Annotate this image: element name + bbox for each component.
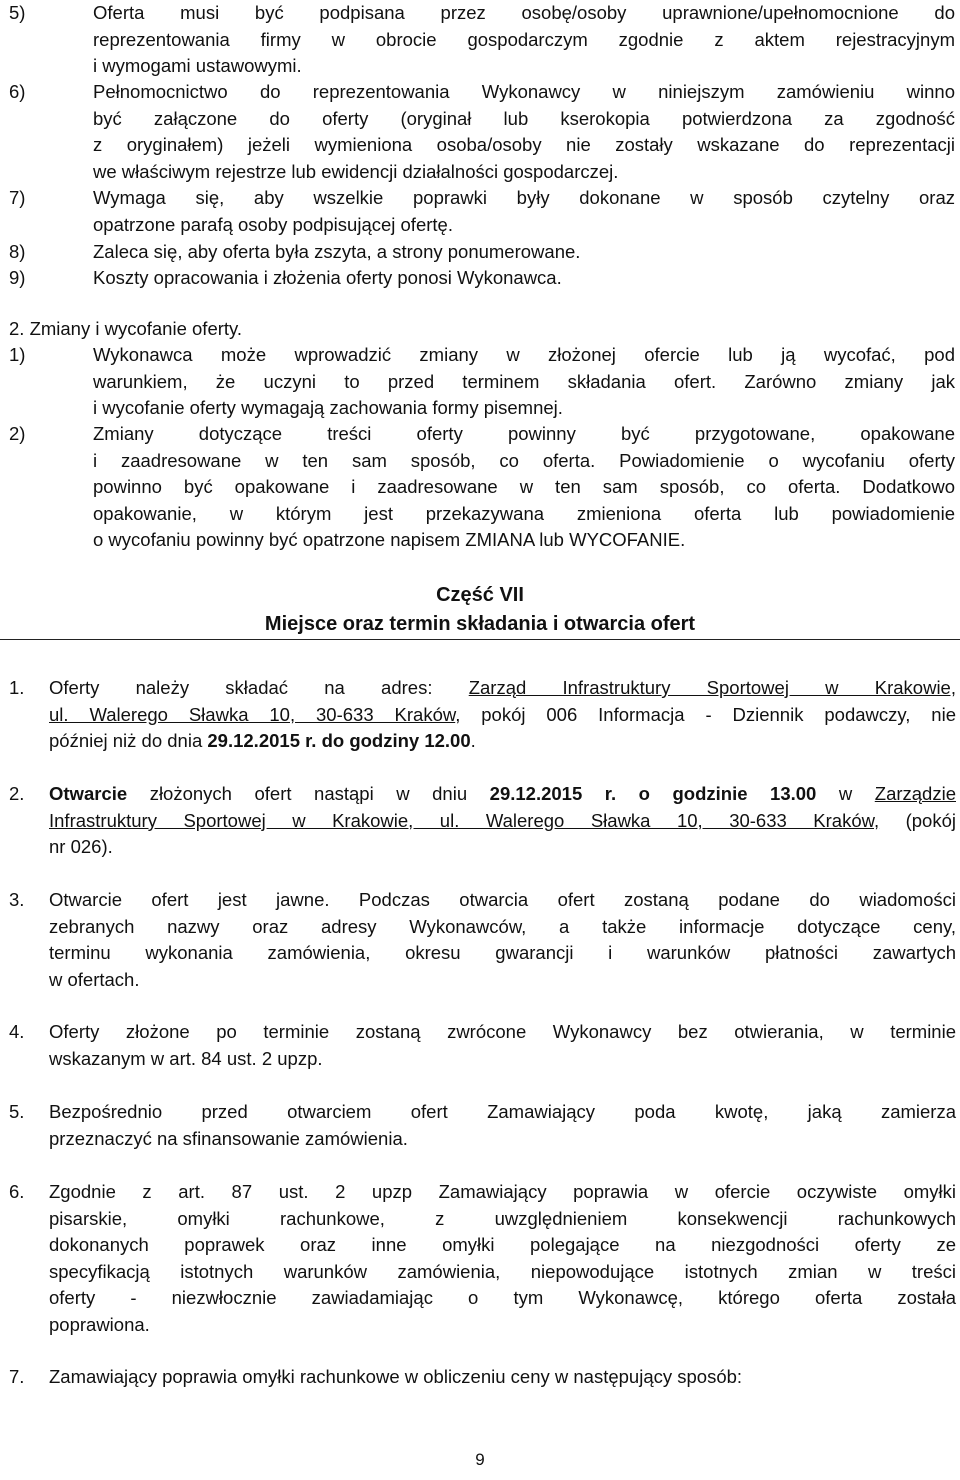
text-line: poprawiona. [49, 1313, 150, 1335]
heading-rule [0, 639, 960, 640]
text-line: opakowanie, w którym jest przekazywana zmieniona oferta lub powiadomienie [93, 502, 955, 524]
item-1-number: 1. [9, 677, 25, 698]
list-item-number: 9) [9, 267, 26, 288]
text-line: i wycofanie oferty wymagają zachowania formy pisemnej. [93, 397, 563, 418]
opening-address: Infrastruktury Sportowej w Krakowie, ul. Walerego Sławka 10, 30-633 Kraków, [49, 809, 880, 831]
text-line: Zmiany dotyczące treści oferty powinny być przygotowane, opakowane [93, 423, 955, 444]
section-2-title: 2. Zmiany i wycofanie oferty. [9, 318, 243, 339]
text-line: Oferty złożone po terminie zostaną zwrócone Wykonawcy bez otwierania, w terminie [49, 1021, 956, 1042]
address-link: Zarząd Infrastruktury Sportowej w Krakowie, [468, 677, 956, 698]
text-line: dokonanych poprawek oraz inne omyłki polegające na niezgodności oferty ze [49, 1234, 956, 1255]
item-2-text: Otwarcie złożonych ofert nastąpi w dniu 29.12.2015 r. o godzinie 13.00 w Zarządzie Infrastruktury Sportowej w Krakowie, ul. Walerego Sławka 10, 30-633 Kraków, (pokój nr 026). [49, 783, 956, 857]
list-item-text [93, 239, 955, 266]
text-line: i wymogami ustawowymi. [93, 55, 302, 76]
street-address: ul. Walerego Sławka 10, 30-633 Kraków [49, 703, 456, 725]
text-line: Zamawiający poprawia omyłki rachunkowe w obliczeniu ceny w następujący sposób: [49, 1366, 743, 1387]
text-line: Zaleca się, aby oferta była zszyta, a strony ponumerowane. [93, 241, 581, 262]
list-item-number: 4. [9, 1021, 25, 1042]
text-line: Pełnomocnictwo do reprezentowania Wykonawcy w niniejszym zamówieniu winno [93, 81, 955, 102]
text-line: Wykonawca może wprowadzić zmiany w złożonej ofercie lub ją wycofać, pod [93, 344, 955, 365]
list-item-number: 1) [9, 344, 26, 365]
text-line: Koszty opracowania i złożenia oferty ponosi Wykonawca. [93, 267, 562, 288]
text-line: terminu wykonania zamówienia, okresu gwarancji i warunków płatności zawartych [49, 942, 956, 963]
text-line: wskazanym w art. 84 ust. 2 upzp. [49, 1047, 323, 1069]
list-item-text [93, 79, 955, 185]
list-item-number: 8) [9, 241, 26, 262]
list-item-text [49, 887, 956, 993]
text-line: reprezentowania firmy w obrocie gospodarczym zgodnie z aktem rejestracyjnym [93, 28, 955, 50]
list-item-text [49, 1019, 956, 1072]
text-line: powinno być opakowane i zaadresowane w ten sam sposób, co oferta. Dodatkowo [93, 476, 955, 497]
text-line: z oryginałem) jeżeli wymieniona osoba/osoby nie zostały wskazane do reprezentacji [93, 134, 955, 155]
text-line: Bezpośrednio przed otwarciem ofert Zamawiający poda kwotę, jaką zamierza [49, 1101, 956, 1122]
list-item-number: 5. [9, 1101, 25, 1122]
text-line: przeznaczyć na sfinansowanie zamówienia. [49, 1127, 408, 1149]
list-item-number: 7. [9, 1366, 25, 1387]
text-line: oferty - niezwłocznie zawiadamiając o tym Wykonawcę, którego oferta została [49, 1287, 956, 1308]
list-item-number: 3. [9, 889, 25, 910]
text-line: i zaadresowane w ten sam sposób, co oferta. Powiadomienie o wycofaniu oferty [93, 449, 955, 471]
text-line: opatrzone parafą osoby podpisującej ofertę. [93, 213, 453, 235]
list-item-text [93, 265, 955, 292]
list-item-text [49, 1099, 956, 1152]
part-subtitle: Miejsce oraz termin składania i otwarcia ofert [264, 613, 696, 635]
text-line: Wymaga się, aby wszelkie poprawki były dokonane w sposób czytelny oraz [93, 187, 955, 208]
text-line: pisarskie, omyłki rachunkowe, z uwzględnieniem konsekwencji rachunkowych [49, 1207, 956, 1229]
text-line: specyfikacją istotnych warunków zamówienia, niepowodujące istotnych zmian w treści [49, 1260, 956, 1282]
text-line: Otwarcie ofert jest jawne. Podczas otwarcia ofert zostaną podane do wiadomości [49, 889, 956, 910]
item-2-number: 2. [9, 783, 25, 804]
list-item-text [93, 0, 955, 80]
text-line: Zgodnie z art. 87 ust. 2 upzp Zamawiający poprawia w ofercie oczywiste omyłki [49, 1181, 956, 1202]
list-item-number: 7) [9, 187, 26, 208]
list-item-text [93, 342, 955, 422]
text-line: Oferta musi być podpisana przez osobę/osoby uprawnione/upełnomocnione do [93, 2, 955, 23]
list-item-number: 6. [9, 1181, 25, 1202]
text-line: zebranych nazwy oraz adresy Wykonawców, a także informacje dotyczące ceny, [49, 915, 956, 937]
text-line: o wycofaniu powinny być opatrzone napisem ZMIANA lub WYCOFANIE. [93, 529, 686, 550]
list-item-text [49, 1179, 956, 1338]
deadline: 29.12.2015 r. do godziny 12.00 [207, 730, 471, 751]
list-item-number: 2) [9, 423, 26, 444]
list-item-text [49, 1364, 956, 1391]
page-number: 9 [475, 1450, 485, 1469]
list-item-number: 5) [9, 2, 26, 23]
list-item-text [93, 421, 955, 554]
text-line: we właściwym rejestrze lub ewidencji działalności gospodarczej. [93, 160, 619, 182]
list-item-number: 6) [9, 81, 26, 102]
text-line: warunkiem, że uczyni to przed terminem składania ofert. Zarówno zmiany jak [93, 370, 955, 392]
part-title: Część VII [436, 584, 524, 606]
text-line: być załączone do oferty (oryginał lub kserokopia potwierdzona za zgodność [93, 107, 955, 129]
list-item-text [93, 185, 955, 238]
opening-date: 29.12.2015 r. o godzinie 13.00 [489, 783, 817, 804]
item-1-text: Oferty należy składać na adres: Zarząd Infrastruktury Sportowej w Krakowie, ul. Walerego Sławka 10, 30-633 Kraków, pokój 006 Informacja - Dziennik podawczy, nie później niż do dnia 29.12.2015 r. do godziny 12.00. [49, 677, 956, 751]
text-line: w ofertach. [49, 968, 140, 990]
